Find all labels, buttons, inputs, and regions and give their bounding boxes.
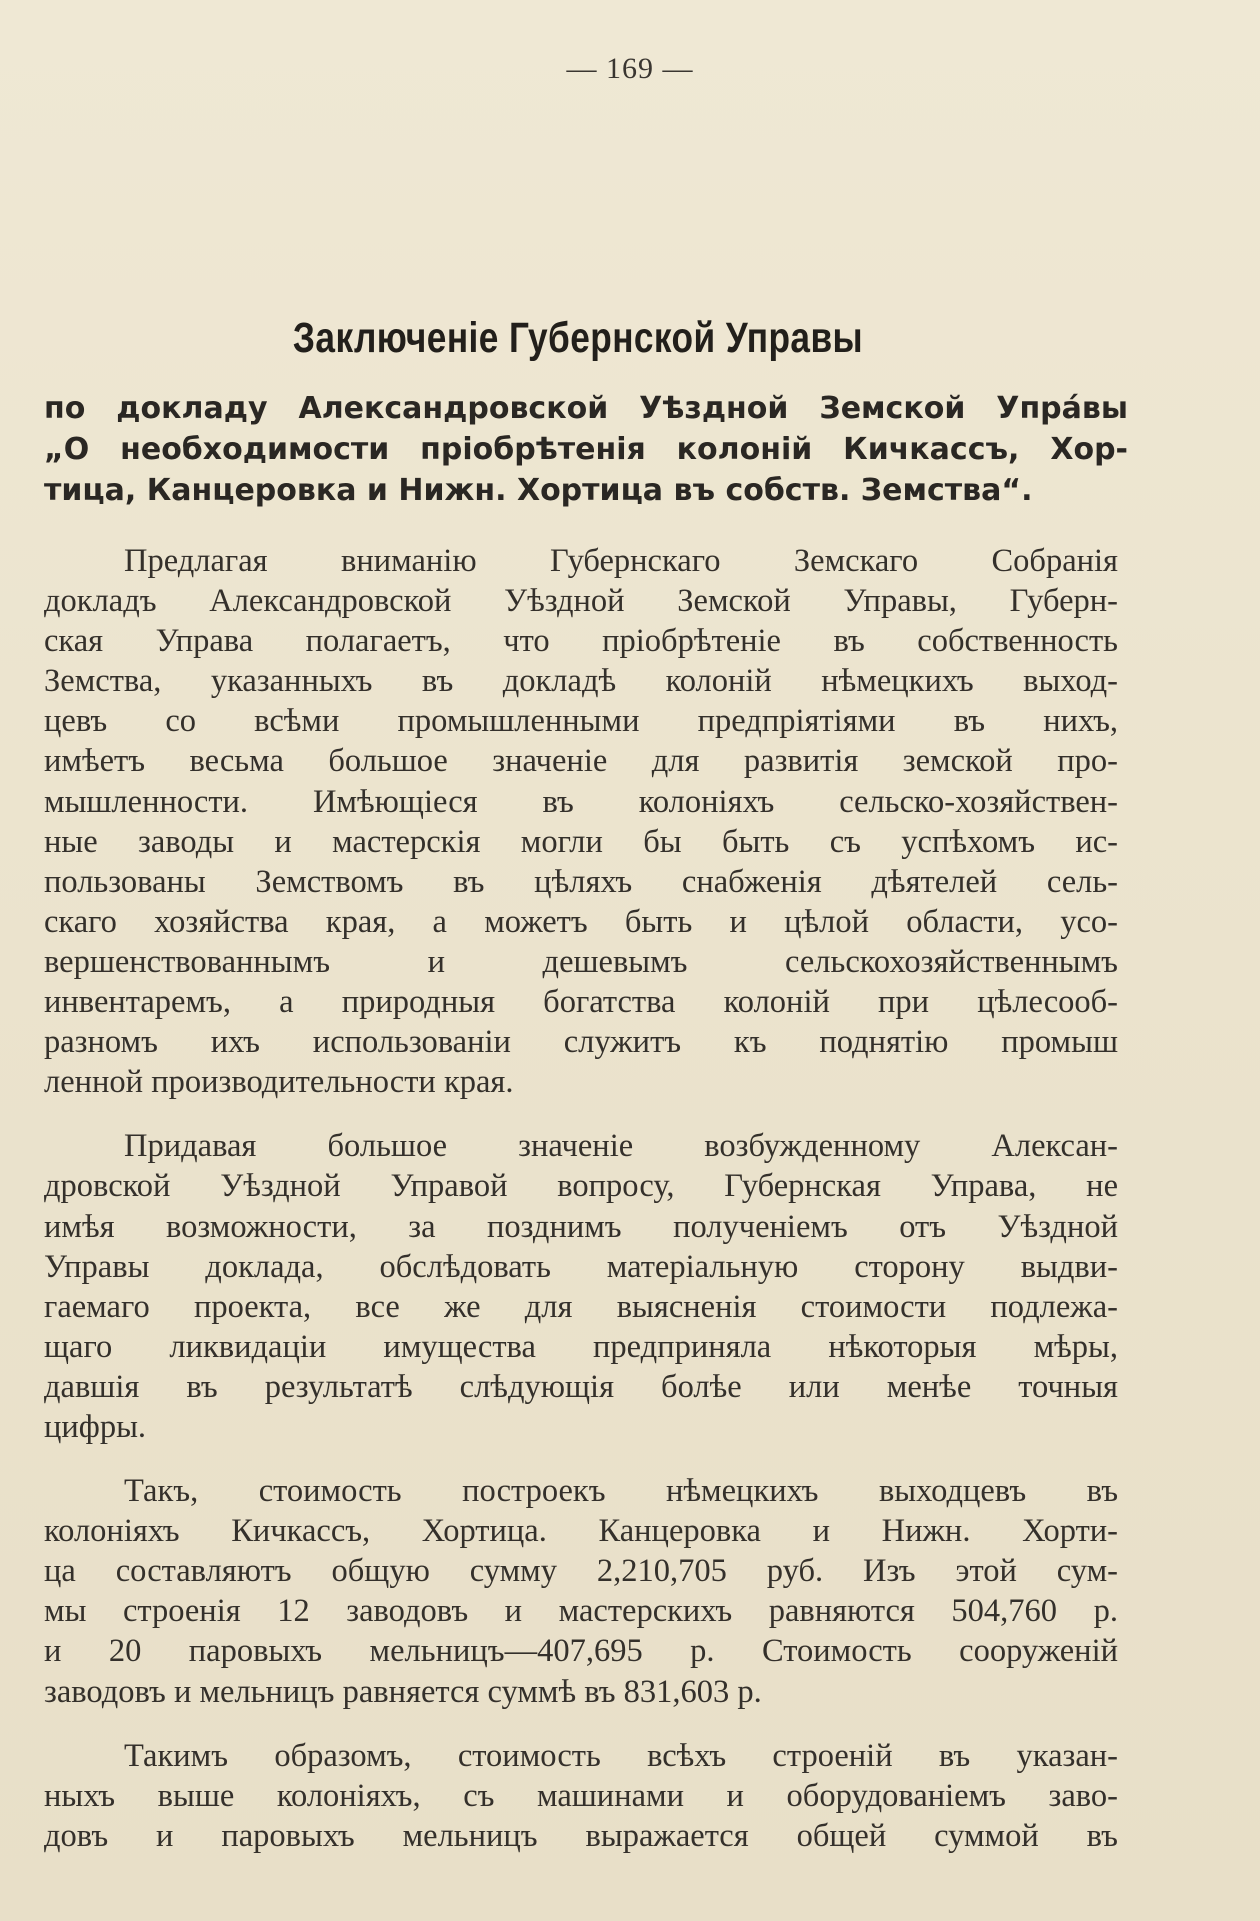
text-line: довъ и паровыхъ мельницъ выражается общей суммой въ	[44, 1817, 1118, 1854]
subtitle-line: по докладу Александровской Уѣздной Земской Упрáвы	[44, 391, 1128, 426]
body-text	[44, 541, 1118, 1880]
subtitle-line: „О необходимости прiобрѣтенiя колонiй Кичкассъ, Хор-	[44, 432, 1128, 467]
text-line: гаемаго проекта, все же для выясненiя стоимости подлежа-	[44, 1288, 1118, 1325]
text-line: пользованы Земствомъ въ цѣляхъ снабженiя дѣятелей сель-	[44, 863, 1118, 900]
paragraph-3	[44, 1471, 1118, 1712]
text-line: вершенствованнымъ и дешевымъ сельскохозяйственнымъ	[44, 943, 1118, 980]
paragraph-1	[44, 541, 1118, 1102]
text-line: колонiяхъ Кичкассъ, Хортица. Канцеровка и Нижн. Хорти-	[44, 1513, 1118, 1550]
text-line: инвентаремъ, а природныя богатства колонiй при цѣлесооб-	[44, 984, 1118, 1021]
text-line: цевъ со всѣми промышленными предпрiятiями въ нихъ,	[44, 703, 1118, 740]
text-line: ленной производительности края.	[44, 1064, 514, 1101]
text-line: имѣя возможности, за позднимъ полученiемъ отъ Уѣздной	[44, 1208, 1118, 1245]
text-line: докладъ Александровской Уѣздной Земской Управы, Губерн-	[44, 583, 1118, 620]
subtitle-line: тица, Канцеровка и Нижн. Хортица въ собств. Земства“.	[44, 473, 1033, 508]
text-line: дровской Уѣздной Управой вопросу, Губернская Управа, не	[44, 1168, 1118, 1205]
text-line: Управы доклада, обслѣдовать матерiальную сторону выдви-	[44, 1248, 1118, 1285]
text-line: мышленности. Имѣющiеся въ колонiяхъ сельско-хозяйствен-	[44, 783, 1118, 820]
text-line: Придавая большое значенiе возбужденному Алексан-	[124, 1128, 1118, 1165]
document-subtitle	[44, 388, 1128, 511]
text-line: скаго хозяйства края, а можетъ быть и цѣлой области, усо-	[44, 903, 1118, 940]
text-line: Земства, указанныхъ въ докладѣ колонiй нѣмецкихъ выход-	[44, 663, 1118, 700]
paragraph-4	[44, 1736, 1118, 1856]
text-line: ца составляютъ общую сумму 2,210,705 руб. Изъ этой сум-	[44, 1553, 1118, 1590]
text-line: Такимъ образомъ, стоимость всѣхъ строенiй въ указан-	[124, 1737, 1118, 1774]
text-line: имѣетъ весьма большое значенiе для развитiя земской про-	[44, 743, 1118, 780]
text-line: и 20 паровыхъ мельницъ—407,695 р. Стоимость сооруженiй	[44, 1633, 1118, 1670]
text-line: ныхъ выше колонiяхъ, съ машинами и оборудованiемъ заво-	[44, 1777, 1118, 1814]
page-number: — 169 —	[566, 52, 694, 85]
document-title: Заключенiе Губернской Управы	[292, 314, 864, 362]
paragraph-2	[44, 1126, 1118, 1447]
text-line: ская Управа полагаетъ, что прiобрѣтенiе въ собственность	[44, 623, 1118, 660]
text-line: Такъ, стоимость построекъ нѣмецкихъ выходцевъ въ	[124, 1473, 1118, 1510]
text-line: Предлагая вниманiю Губернскаго Земскаго Собранiя	[124, 543, 1118, 579]
text-line: давшiя въ результатѣ слѣдующiя болѣе или менѣе точныя	[44, 1368, 1118, 1405]
text-line: заводовъ и мельницъ равняется суммѣ въ 831,603 р.	[44, 1673, 762, 1710]
text-line: цифры.	[44, 1408, 147, 1445]
text-line: разномъ ихъ использованiи служитъ къ поднятiю промыш	[44, 1024, 1118, 1061]
text-line: ные заводы и мастерскiя могли бы быть съ успѣхомъ ис-	[44, 823, 1118, 860]
text-line: щаго ликвидацiи имущества предприняла нѣкоторыя мѣры,	[44, 1328, 1118, 1365]
text-line: мы строенiя 12 заводовъ и мастерскихъ равняются 504,760 р.	[44, 1593, 1118, 1630]
